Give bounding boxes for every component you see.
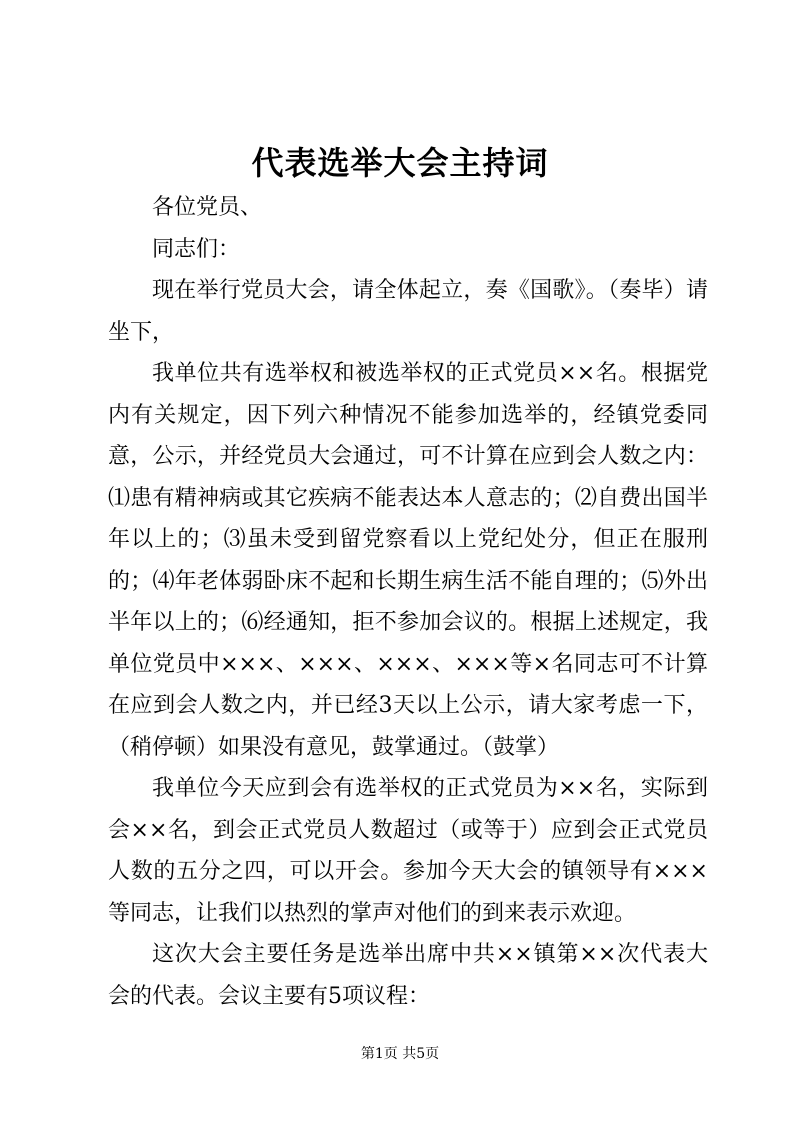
paragraph-salutation-1: 各位党员、	[152, 195, 263, 220]
paragraph-eligibility: 我单位共有选举权和被选举权的正式党员××名。根据党内有关规定，因下列六种情况不能参加选举的，经镇党委同意，公示，并经党员大会通过，可不计算在应到会人数之内：⑴患有精神病或其它疾病不能表达本人意志的；⑵自费出国半年以上的；⑶虽未受到留党察看以上党纪处分，但正在服刑的；⑷年老体弱卧床不起和长期生病生活不能自理的；⑸外出半年以上的；⑹经通知，拒不参加会议的。根据上述规定，我单位党员中×××、×××、×××、×××等×名同志可不计算在应到会人数之内，并已经3天以上公示，请大家考虑一下，（稍停顿）如果没有意见，鼓掌通过。（鼓掌）	[108, 361, 708, 760]
document-title: 代表选举大会主持词	[251, 144, 549, 182]
paragraph-salutation-2: 同志们：	[152, 236, 241, 262]
page-footer: 第1页 共5页	[360, 1046, 440, 1062]
paragraph-agenda: 这次大会主要任务是选举出席中共××镇第××次代表大会的代表。会议主要有5项议程：	[108, 942, 708, 1009]
paragraph-attendance: 我单位今天应到会有选举权的正式党员为××名，实际到会××名，到会正式党员人数超过（或等于）应到会正式党员人数的五分之四，可以开会。参加今天大会的镇领导有×××等同志，让我们以热烈的掌声对他们的到来表示欢迎。	[108, 776, 708, 926]
paragraph-opening: 现在举行党员大会，请全体起立，奏《国歌》。（奏毕）请坐下，	[108, 278, 708, 345]
document-body	[108, 187, 708, 1017]
